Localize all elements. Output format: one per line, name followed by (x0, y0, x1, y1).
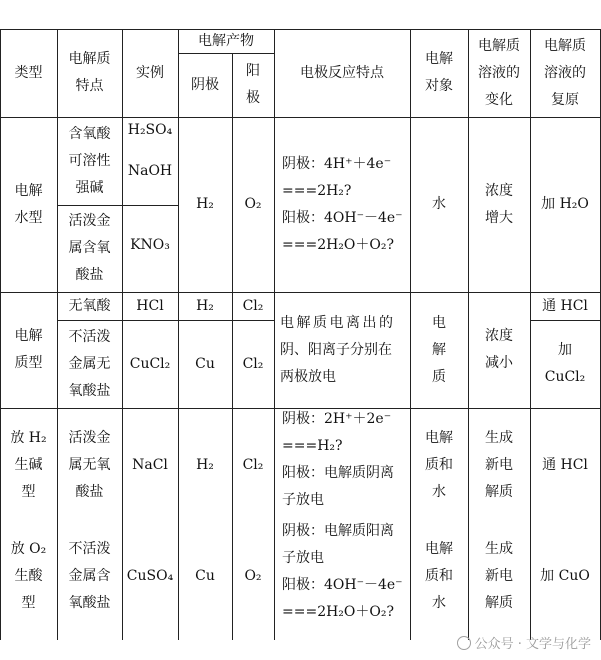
header-feature: 电解质 特点 (68, 51, 111, 94)
g2-cathode-a: H₂ (196, 297, 214, 314)
g1-example-b: NaOH (127, 163, 173, 179)
g3-example: NaCl (132, 456, 168, 473)
g1-object: 水 (432, 196, 446, 212)
g4-change: 生成 新电 解质 (485, 540, 513, 611)
g3-feature: 活泼金 属无氧 酸盐 (68, 429, 111, 500)
g4-restore: 加 CuO (540, 567, 590, 584)
g1-anode: O₂ (244, 196, 262, 212)
g4-feature: 不活泼 金属含 氧酸盐 (68, 540, 111, 611)
g2-cathode-b: Cu (195, 355, 215, 372)
g3-restore: 通 HCl (542, 456, 588, 473)
g2-electrode: 电解质电离出的 阴、阳离子分别在 两极放电 (280, 314, 396, 385)
g2-anode-b: Cl₂ (242, 355, 264, 372)
header-anode: 阳 极 (246, 63, 260, 106)
header-type: 类型 (14, 64, 43, 81)
g2-change: 浓度 减小 (485, 328, 513, 371)
g4-cathode: Cu (195, 567, 215, 584)
header-electrode: 电极反应特点 (300, 64, 384, 81)
g1-feature-a: 含氧酸 可溶性 强碱 (68, 125, 111, 196)
g2-restore-b: 加 CuCl₂ (544, 342, 586, 385)
g2-anode-a: Cl₂ (242, 297, 264, 314)
g2-feature-a: 无氧酸 (68, 297, 111, 314)
g4-electrode: 阴极：电解质阳离 子放电 阳极：4OH⁻－4e⁻ ===2H₂O＋O₂? (282, 523, 403, 620)
g3-anode: Cl₂ (242, 456, 264, 473)
wechat-icon (457, 636, 471, 650)
g1-example-a: H₂SO₄ (127, 122, 173, 138)
g3-electrode: 阴极：2H⁺＋2e⁻ ===H₂? 阳极：电解质阴离 子放电 (282, 411, 394, 508)
g4-anode: O₂ (244, 567, 262, 584)
g1-change: 浓度 增大 (485, 182, 513, 226)
g4-object: 电解 质和 水 (425, 540, 453, 611)
header-restore: 电解质 溶液的 复原 (544, 37, 586, 108)
g2-example-b: CuCl₂ (129, 355, 171, 372)
g1-electrode: 阴极：4H⁺＋4e⁻ ===2H₂? 阳极：4OH⁻－4e⁻ ===2H₂O＋O₂? (282, 155, 403, 253)
header-cathode: 阴极 (191, 76, 219, 93)
g4-example: CuSO₄ (126, 567, 174, 584)
g1-feature-b: 活泼金 属含氧 酸盐 (68, 213, 111, 283)
header-object: 电解 对象 (425, 51, 453, 94)
g2-feature-b: 不活泼 金属无 氧酸盐 (68, 328, 111, 399)
g2-object: 电 解 质 (432, 314, 446, 385)
header-example: 实例 (136, 64, 164, 81)
g1-example-c: KNO₃ (130, 237, 170, 253)
g3-cathode: H₂ (196, 456, 214, 473)
g3-type: 放 H₂ 生碱 型 (10, 429, 47, 500)
g4-type: 放 O₂ 生酸 型 (10, 540, 47, 611)
g2-example-a: HCl (136, 297, 164, 314)
g2-type: 电解 质型 (14, 328, 43, 371)
g2-restore-a: 通 HCl (542, 297, 588, 314)
header-products: 电解产物 (198, 32, 254, 49)
g3-change: 生成 新电 解质 (485, 429, 513, 500)
g1-restore: 加 H₂O (541, 196, 589, 212)
g1-cathode: H₂ (196, 196, 214, 212)
g1-type: 电解 水型 (14, 182, 43, 226)
watermark: 公众号 · 文学与化学 (457, 633, 591, 652)
header-change: 电解质 溶液的 变化 (478, 37, 520, 108)
g3-object: 电解 质和 水 (425, 429, 453, 500)
